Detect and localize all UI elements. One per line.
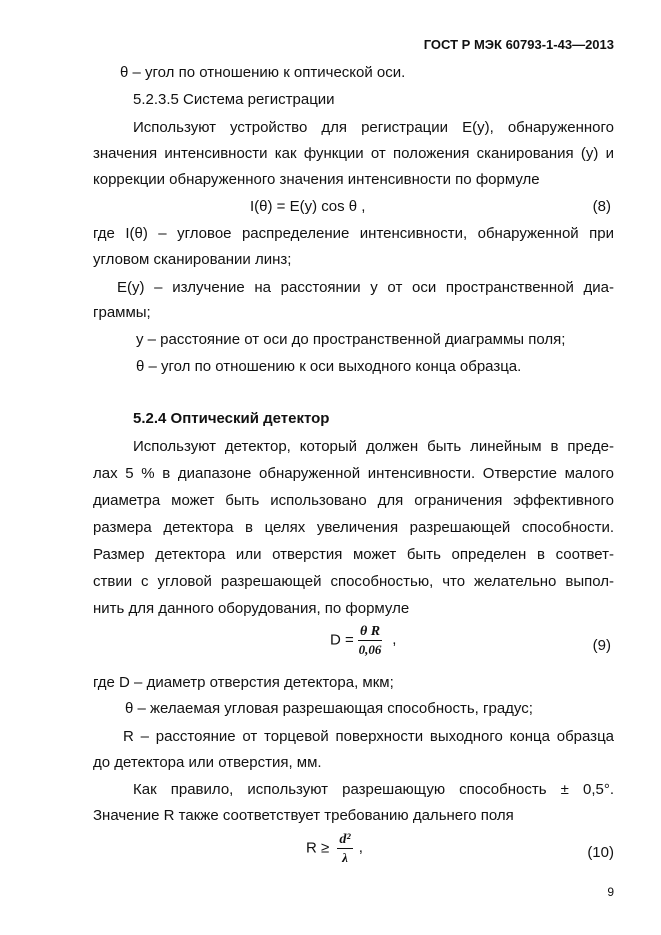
text-line: коррекции обнаруженного значения интенсивности по формуле (93, 171, 540, 188)
formula-8: I(θ) = E(y) cos θ , (250, 198, 366, 215)
formula-9-denominator: 0,06 (358, 642, 382, 657)
text-line: y – расстояние от оси до пространственной диаграммы поля; (136, 331, 566, 348)
formula-9-numerator: θ R (359, 624, 381, 639)
text-line: размера детектора в целях увеличения разрешающей способности. (93, 519, 614, 536)
text-line: Используют устройство для регистрации E(y), обнаруженного (133, 119, 614, 136)
text-line: θ – угол по отношению к оси выходного конца образца. (136, 358, 522, 375)
text-line: Значение R также соответствует требованию дальнего поля (93, 807, 514, 824)
formula-9-suffix: , (392, 631, 397, 649)
formula-10-suffix: , (358, 839, 363, 857)
text-line: Размер детектора или отверстия может быть определен в соответ- (93, 546, 614, 563)
equation-number-10: (10) (587, 844, 614, 861)
formula-9-fraction (358, 623, 382, 658)
text-line: где D – диаметр отверстия детектора, мкм; (93, 674, 394, 691)
text-line: Используют детектор, который должен быть линейным в преде- (133, 438, 614, 455)
section-heading: 5.2.4 Оптический детектор (133, 410, 330, 427)
section-heading: 5.2.3.5 Система регистрации (133, 91, 335, 108)
formula-10-lhs: R ≥ (306, 839, 330, 857)
text-line: θ – желаемая угловая разрешающая способность, градус; (125, 700, 533, 717)
document-header: ГОСТ Р МЭК 60793-1-43—2013 (423, 37, 614, 52)
text-line: E(y) – излучение на расстоянии y от оси пространственной диа- (117, 279, 614, 296)
formula-10-fraction (337, 831, 352, 866)
text-line: граммы; (93, 304, 151, 321)
formula-9-lhs: D = (330, 631, 354, 649)
formula-9 (330, 623, 396, 658)
text-line: значения интенсивности как функции от положения сканирования (y) и (93, 145, 614, 162)
text-line: Как правило, используют разрешающую способность ± 0,5°. (133, 781, 614, 798)
text-line: угловом сканировании линз; (93, 251, 292, 268)
text-line: ствии с угловой разрешающей способностью, что желательно выпол- (93, 573, 614, 590)
text-line: θ – угол по отношению к оптической оси. (120, 64, 406, 81)
page-number: 9 (607, 885, 614, 899)
formula-10-denominator: λ (342, 850, 348, 865)
formula-10 (306, 831, 363, 866)
equation-number-9: (9) (592, 637, 611, 654)
equation-number-8: (8) (592, 198, 611, 215)
text-line: диаметра может быть использовано для ограничения эффективного (93, 492, 614, 509)
text-line: R – расстояние от торцевой поверхности выходного конца образца (123, 728, 614, 745)
formula-10-numerator: d² (339, 832, 351, 847)
text-line: нить для данного оборудования, по формуле (93, 600, 410, 617)
text-line: лах 5 % в диапазоне обнаруженной интенсивности. Отверстие малого (93, 465, 614, 482)
text-line: до детектора или отверстия, мм. (93, 754, 322, 771)
text-line: где I(θ) – угловое распределение интенсивности, обнаруженной при (93, 225, 614, 242)
